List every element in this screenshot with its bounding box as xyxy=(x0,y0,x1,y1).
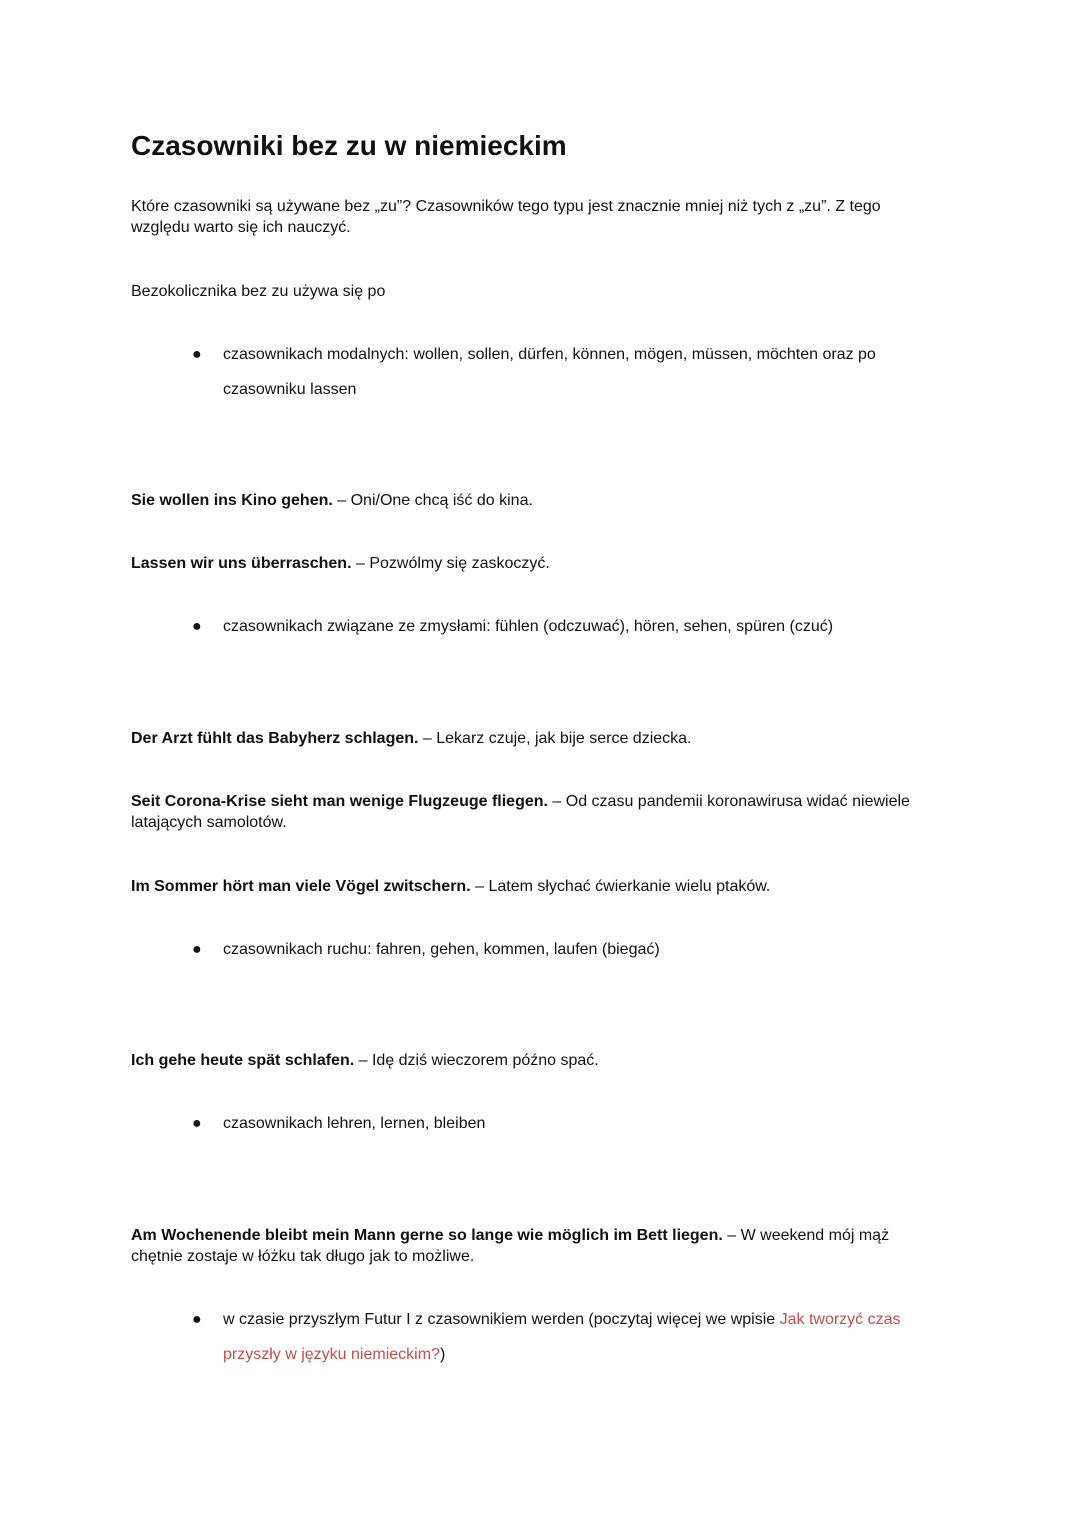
example-german: Der Arzt fühlt das Babyherz schlagen. xyxy=(131,730,419,747)
list-item-prefix: w czasie przyszłym Futur I z czasownikiem werden (poczytaj więcej we wpisie xyxy=(223,1311,780,1328)
example-translation: – Oni/One chcą iść do kina. xyxy=(332,492,533,509)
intro-paragraph: Które czasowniki są używane bez „zu”? Czasowników tego typu jest znacznie mniej niż tych z „zu”. Z tego względu warto się ich nauczyć. xyxy=(131,198,881,236)
list-item-text: czasownikach lehren, lernen, bleiben xyxy=(223,1115,486,1132)
example-german: Sie wollen ins Kino gehen. xyxy=(131,492,333,509)
example-sentence xyxy=(131,728,940,749)
example-translation: – Od czasu pandemii koronawirusa widać niewiele latających samolotów. xyxy=(131,793,910,831)
example-german: Lassen wir uns überraschen. xyxy=(131,555,352,572)
example-german: Am Wochenende bleibt mein Mann gerne so lange wie möglich im Bett liegen. xyxy=(131,1227,723,1244)
example-german: Seit Corona-Krise sieht man wenige Flugzeuge fliegen. xyxy=(131,793,548,810)
example-translation: – Lekarz czuje, jak bije serce dziecka. xyxy=(418,730,692,747)
bullet-icon: ● xyxy=(192,941,202,958)
example-german: Ich gehe heute spät schlafen. xyxy=(131,1052,355,1069)
example-sentence xyxy=(131,876,940,897)
example-translation: – Idę dziś wieczorem późno spać. xyxy=(354,1052,599,1069)
bullet-icon: ● xyxy=(192,346,202,363)
list-item xyxy=(192,1106,940,1141)
bullet-icon: ● xyxy=(192,1115,202,1132)
example-sentence xyxy=(131,1050,940,1071)
example-translation: – W weekend mój mąż chętnie zostaje w łóżku tak długo jak to możliwe. xyxy=(131,1227,890,1265)
list-item-text: czasownikach związane ze zmysłami: fühlen (odczuwać), hören, sehen, spüren (czuć) xyxy=(223,618,834,635)
example-sentence xyxy=(131,1225,940,1267)
list-item xyxy=(192,932,940,967)
page-title: Czasowniki bez zu w niemieckim xyxy=(131,130,567,161)
example-sentence xyxy=(131,553,940,574)
list-item-text xyxy=(223,1302,940,1372)
list-item-text: czasownikach ruchu: fahren, gehen, kommen, laufen (biegać) xyxy=(223,941,660,958)
bullet-icon: ● xyxy=(192,1311,202,1328)
list-item-suffix: ) xyxy=(439,1346,446,1363)
list-item-text: czasownikach modalnych: wollen, sollen, dürfen, können, mögen, müssen, möchten oraz po czasowniku lassen xyxy=(223,346,876,398)
example-translation: – Pozwólmy się zaskoczyć. xyxy=(351,555,550,572)
example-sentence xyxy=(131,791,940,833)
bullet-icon: ● xyxy=(192,618,202,635)
lead-paragraph: Bezokolicznika bez zu używa się po xyxy=(131,283,386,300)
example-sentence xyxy=(131,490,940,511)
list-item xyxy=(192,1302,940,1372)
future-tense-article-link[interactable]: Jak tworzyć czas przyszły w języku niemieckim? xyxy=(223,1311,901,1363)
example-translation: – Latem słychać ćwierkanie wielu ptaków. xyxy=(470,878,771,895)
list-item xyxy=(192,337,940,407)
example-german: Im Sommer hört man viele Vögel zwitschern. xyxy=(131,878,471,895)
list-item xyxy=(192,609,940,644)
